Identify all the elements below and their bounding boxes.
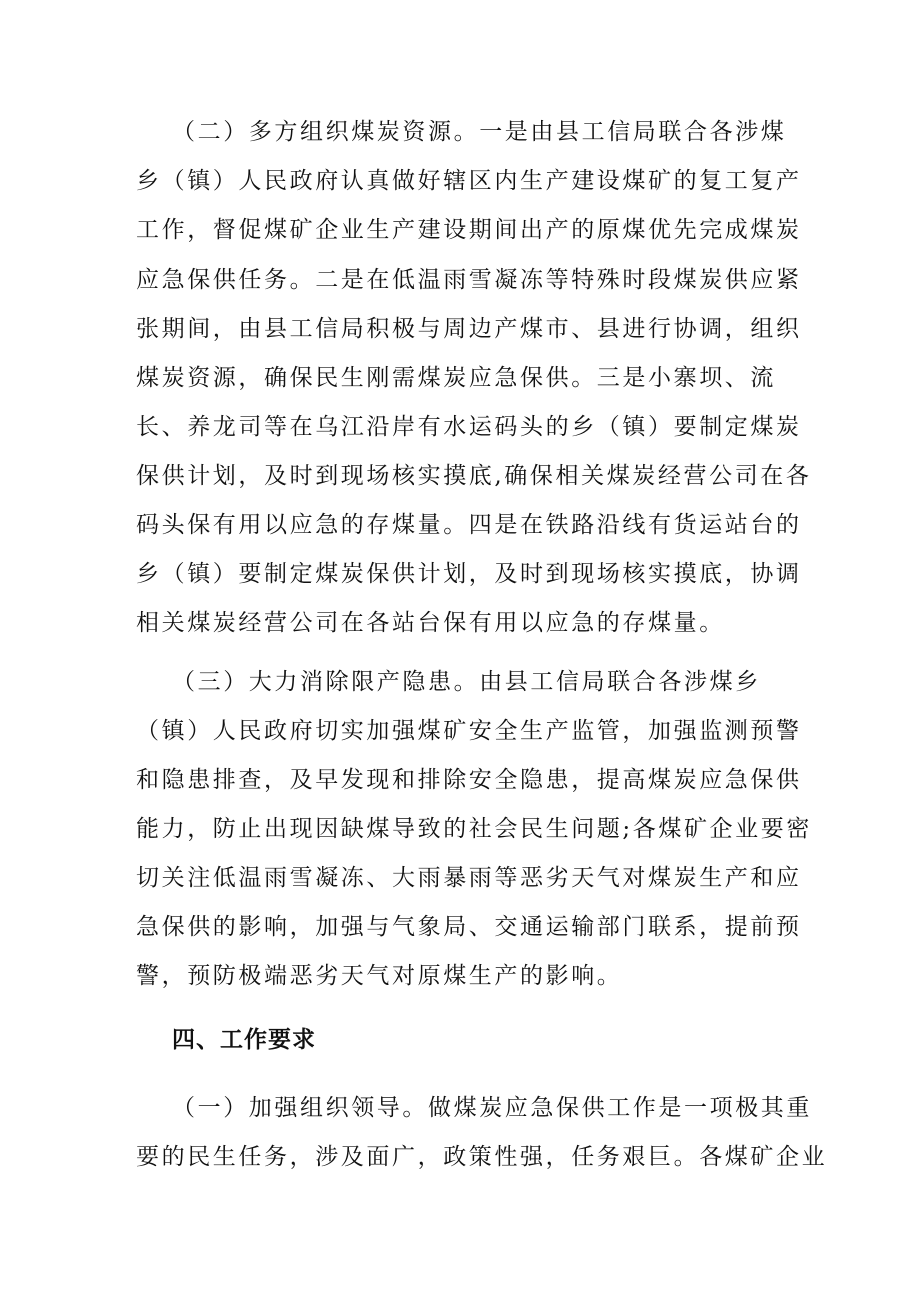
section-heading: 四、工作要求 <box>172 1027 316 1053</box>
text-line: 应急保供任务。二是在低温雨雪凝冻等特殊时段煤炭供应紧 <box>136 267 802 293</box>
text-line: （镇）人民政府切实加强煤矿安全生产监管，加强监测预警 <box>136 718 802 744</box>
text-line: 相关煤炭经营公司在各站台保有用以应急的存煤量。 <box>136 610 725 636</box>
text-line: 急保供的影响，加强与气象局、交通运输部门联系，提前预 <box>136 914 802 940</box>
text-line: 长、养龙司等在乌江沿岸有水运码头的乡（镇）要制定煤炭 <box>136 414 802 440</box>
text-line: （一）加强组织领导。做煤炭应急保供工作是一项极其重 <box>172 1095 812 1121</box>
text-line: 保供计划，及时到现场核实摸底,确保相关煤炭经营公司在各 <box>136 463 812 489</box>
text-line: 乡（镇）要制定煤炭保供计划，及时到现场核实摸底，协调 <box>136 561 802 587</box>
text-line: 能力，防止出现因缺煤导致的社会民生问题;各煤矿企业要密 <box>136 816 812 842</box>
text-line: 张期间，由县工信局积极与周边产煤市、县进行协调，组织 <box>136 316 802 342</box>
text-line: （三）大力消除限产隐患。由县工信局联合各涉煤乡 <box>172 669 761 695</box>
text-line: 要的民生任务，涉及面广，政策性强，任务艰巨。各煤矿企业 <box>136 1144 828 1170</box>
text-line: 切关注低温雨雪凝冻、大雨暴雨等恶劣天气对煤炭生产和应 <box>136 865 802 891</box>
text-line: （二）多方组织煤炭资源。一是由县工信局联合各涉煤 <box>172 119 787 145</box>
text-line: 乡（镇）人民政府认真做好辖区内生产建设煤矿的复工复产 <box>136 168 802 194</box>
text-line: 煤炭资源，确保民生刚需煤炭应急保供。三是小寨坝、流 <box>136 365 776 391</box>
text-line: 码头保有用以应急的存煤量。四是在铁路沿线有货运站台的 <box>136 512 802 538</box>
text-line: 和隐患排查，及早发现和排除安全隐患，提高煤炭应急保供 <box>136 767 802 793</box>
text-line: 警，预防极端恶劣天气对原煤生产的影响。 <box>136 963 623 989</box>
text-line: 工作，督促煤矿企业生产建设期间出产的原煤优先完成煤炭 <box>136 217 802 243</box>
